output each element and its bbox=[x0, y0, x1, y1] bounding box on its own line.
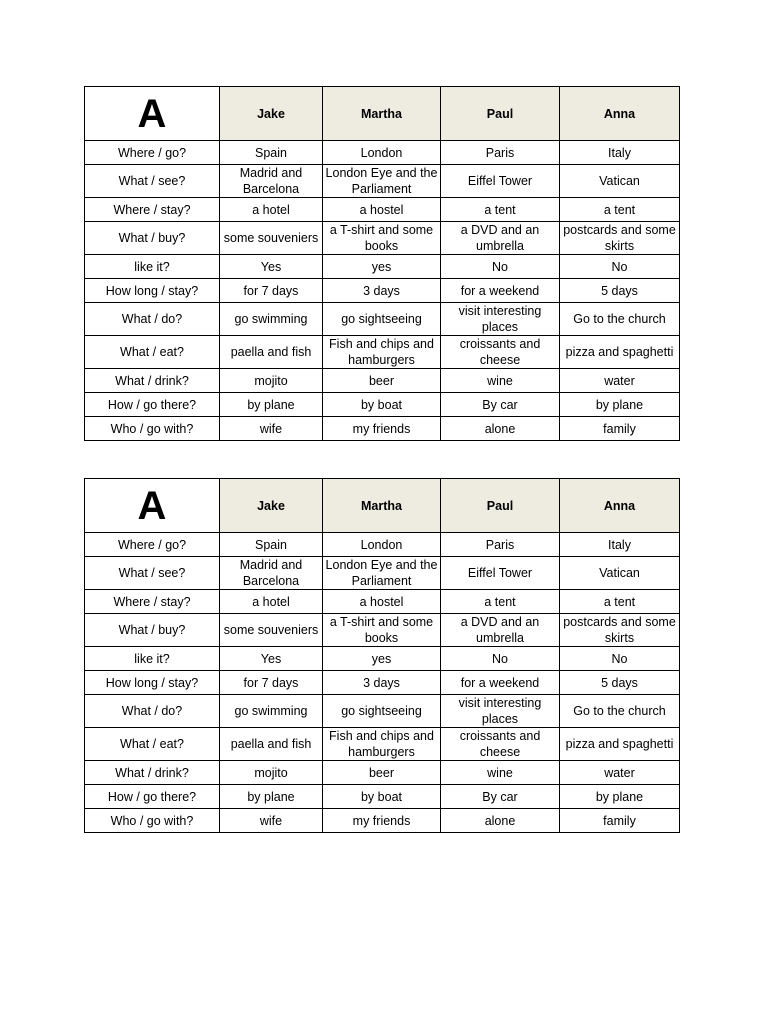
answer-cell: a hotel bbox=[220, 590, 323, 614]
table-row bbox=[85, 393, 680, 417]
table-row bbox=[85, 671, 680, 695]
question-cell: Where / stay? bbox=[85, 198, 220, 222]
question-cell: Where / stay? bbox=[85, 590, 220, 614]
person-name-jake: Jake bbox=[220, 87, 323, 141]
answer-cell: 3 days bbox=[323, 671, 441, 695]
answer-cell: Paris bbox=[441, 141, 560, 165]
answer-cell: 3 days bbox=[323, 279, 441, 303]
table-row bbox=[85, 809, 680, 833]
table-row bbox=[85, 222, 680, 255]
table-row bbox=[85, 785, 680, 809]
answer-cell: alone bbox=[441, 809, 560, 833]
person-name-martha: Martha bbox=[323, 479, 441, 533]
answer-cell: Go to the church bbox=[560, 303, 680, 336]
answer-cell: go swimming bbox=[220, 695, 323, 728]
question-cell: What / eat? bbox=[85, 336, 220, 369]
answer-cell: croissants and cheese bbox=[441, 336, 560, 369]
question-cell: How long / stay? bbox=[85, 279, 220, 303]
table-row bbox=[85, 198, 680, 222]
person-name-paul: Paul bbox=[441, 479, 560, 533]
table-row bbox=[85, 165, 680, 198]
answer-cell: by boat bbox=[323, 393, 441, 417]
answer-cell: for a weekend bbox=[441, 671, 560, 695]
answer-cell: Vatican bbox=[560, 165, 680, 198]
question-cell: How / go there? bbox=[85, 785, 220, 809]
question-cell: Where / go? bbox=[85, 533, 220, 557]
answer-cell: beer bbox=[323, 369, 441, 393]
question-cell: Who / go with? bbox=[85, 417, 220, 441]
answer-cell: pizza and spaghetti bbox=[560, 728, 680, 761]
answer-cell: No bbox=[441, 647, 560, 671]
person-name-anna: Anna bbox=[560, 87, 680, 141]
table-row bbox=[85, 533, 680, 557]
answer-cell: a DVD and an umbrella bbox=[441, 614, 560, 647]
answer-cell: mojito bbox=[220, 761, 323, 785]
answer-cell: alone bbox=[441, 417, 560, 441]
card-letter: A bbox=[85, 479, 220, 533]
table-row bbox=[85, 557, 680, 590]
table-row bbox=[85, 303, 680, 336]
question-card-2 bbox=[84, 478, 680, 833]
table-row bbox=[85, 417, 680, 441]
answer-cell: Yes bbox=[220, 255, 323, 279]
answer-cell: wife bbox=[220, 417, 323, 441]
answer-cell: postcards and some skirts bbox=[560, 614, 680, 647]
answer-cell: a tent bbox=[441, 590, 560, 614]
card-body bbox=[85, 87, 680, 441]
answer-cell: No bbox=[560, 647, 680, 671]
answer-cell: Yes bbox=[220, 647, 323, 671]
answer-cell: for 7 days bbox=[220, 671, 323, 695]
answer-cell: Madrid and Barcelona bbox=[220, 165, 323, 198]
question-cell: Who / go with? bbox=[85, 809, 220, 833]
answer-cell: for 7 days bbox=[220, 279, 323, 303]
answer-cell: water bbox=[560, 761, 680, 785]
answer-cell: a hostel bbox=[323, 590, 441, 614]
answer-cell: go sightseeing bbox=[323, 695, 441, 728]
question-cell: What / do? bbox=[85, 303, 220, 336]
header-row bbox=[85, 87, 680, 141]
answer-cell: paella and fish bbox=[220, 728, 323, 761]
answer-cell: by plane bbox=[560, 393, 680, 417]
table-row bbox=[85, 369, 680, 393]
answer-cell: by plane bbox=[220, 785, 323, 809]
answer-cell: some souveniers bbox=[220, 614, 323, 647]
card-letter: A bbox=[85, 87, 220, 141]
card-body bbox=[85, 479, 680, 833]
answer-cell: yes bbox=[323, 647, 441, 671]
answer-cell: postcards and some skirts bbox=[560, 222, 680, 255]
table-row bbox=[85, 761, 680, 785]
question-card-1 bbox=[84, 86, 680, 441]
person-name-jake: Jake bbox=[220, 479, 323, 533]
question-cell: like it? bbox=[85, 647, 220, 671]
answer-cell: Italy bbox=[560, 141, 680, 165]
table-row bbox=[85, 614, 680, 647]
table-row bbox=[85, 647, 680, 671]
answer-cell: by plane bbox=[220, 393, 323, 417]
answer-cell: No bbox=[441, 255, 560, 279]
answer-cell: family bbox=[560, 809, 680, 833]
table-row bbox=[85, 255, 680, 279]
answer-cell: Fish and chips and hamburgers bbox=[323, 336, 441, 369]
answer-cell: Go to the church bbox=[560, 695, 680, 728]
answer-cell: London bbox=[323, 141, 441, 165]
question-cell: What / eat? bbox=[85, 728, 220, 761]
person-name-paul: Paul bbox=[441, 87, 560, 141]
answer-cell: family bbox=[560, 417, 680, 441]
answer-cell: a hostel bbox=[323, 198, 441, 222]
question-cell: What / buy? bbox=[85, 614, 220, 647]
question-cell: How long / stay? bbox=[85, 671, 220, 695]
question-cell: What / drink? bbox=[85, 369, 220, 393]
answer-cell: go swimming bbox=[220, 303, 323, 336]
table-row bbox=[85, 279, 680, 303]
answer-cell: yes bbox=[323, 255, 441, 279]
answer-cell: Spain bbox=[220, 533, 323, 557]
answer-cell: paella and fish bbox=[220, 336, 323, 369]
answer-cell: Madrid and Barcelona bbox=[220, 557, 323, 590]
answer-cell: wine bbox=[441, 369, 560, 393]
answer-cell: mojito bbox=[220, 369, 323, 393]
answer-cell: pizza and spaghetti bbox=[560, 336, 680, 369]
answer-cell: visit interesting places bbox=[441, 695, 560, 728]
question-cell: What / drink? bbox=[85, 761, 220, 785]
table-row bbox=[85, 728, 680, 761]
answer-cell: go sightseeing bbox=[323, 303, 441, 336]
answer-cell: wine bbox=[441, 761, 560, 785]
table-row bbox=[85, 695, 680, 728]
answer-cell: a T-shirt and some books bbox=[323, 614, 441, 647]
answer-cell: London Eye and the Parliament bbox=[323, 557, 441, 590]
question-cell: How / go there? bbox=[85, 393, 220, 417]
answer-cell: London bbox=[323, 533, 441, 557]
answer-cell: water bbox=[560, 369, 680, 393]
question-cell: What / see? bbox=[85, 557, 220, 590]
table-row bbox=[85, 141, 680, 165]
answer-cell: visit interesting places bbox=[441, 303, 560, 336]
answer-cell: London Eye and the Parliament bbox=[323, 165, 441, 198]
person-name-martha: Martha bbox=[323, 87, 441, 141]
answer-cell: No bbox=[560, 255, 680, 279]
answer-cell: Eiffel Tower bbox=[441, 165, 560, 198]
answer-cell: a DVD and an umbrella bbox=[441, 222, 560, 255]
answer-cell: beer bbox=[323, 761, 441, 785]
answer-cell: my friends bbox=[323, 417, 441, 441]
table-row bbox=[85, 590, 680, 614]
question-cell: What / buy? bbox=[85, 222, 220, 255]
answer-cell: a tent bbox=[560, 590, 680, 614]
question-cell: What / do? bbox=[85, 695, 220, 728]
answer-cell: 5 days bbox=[560, 671, 680, 695]
answer-cell: by plane bbox=[560, 785, 680, 809]
answer-cell: By car bbox=[441, 785, 560, 809]
question-cell: like it? bbox=[85, 255, 220, 279]
answer-cell: croissants and cheese bbox=[441, 728, 560, 761]
question-cell: What / see? bbox=[85, 165, 220, 198]
answer-cell: Paris bbox=[441, 533, 560, 557]
answer-cell: some souveniers bbox=[220, 222, 323, 255]
answer-cell: a tent bbox=[441, 198, 560, 222]
answer-cell: my friends bbox=[323, 809, 441, 833]
answer-cell: By car bbox=[441, 393, 560, 417]
answer-cell: by boat bbox=[323, 785, 441, 809]
answer-cell: Eiffel Tower bbox=[441, 557, 560, 590]
answer-cell: Fish and chips and hamburgers bbox=[323, 728, 441, 761]
answer-cell: a hotel bbox=[220, 198, 323, 222]
table-row bbox=[85, 336, 680, 369]
header-row bbox=[85, 479, 680, 533]
answer-cell: a tent bbox=[560, 198, 680, 222]
answer-cell: Spain bbox=[220, 141, 323, 165]
answer-cell: a T-shirt and some books bbox=[323, 222, 441, 255]
answer-cell: Italy bbox=[560, 533, 680, 557]
answer-cell: 5 days bbox=[560, 279, 680, 303]
answer-cell: Vatican bbox=[560, 557, 680, 590]
person-name-anna: Anna bbox=[560, 479, 680, 533]
answer-cell: wife bbox=[220, 809, 323, 833]
question-cell: Where / go? bbox=[85, 141, 220, 165]
answer-cell: for a weekend bbox=[441, 279, 560, 303]
